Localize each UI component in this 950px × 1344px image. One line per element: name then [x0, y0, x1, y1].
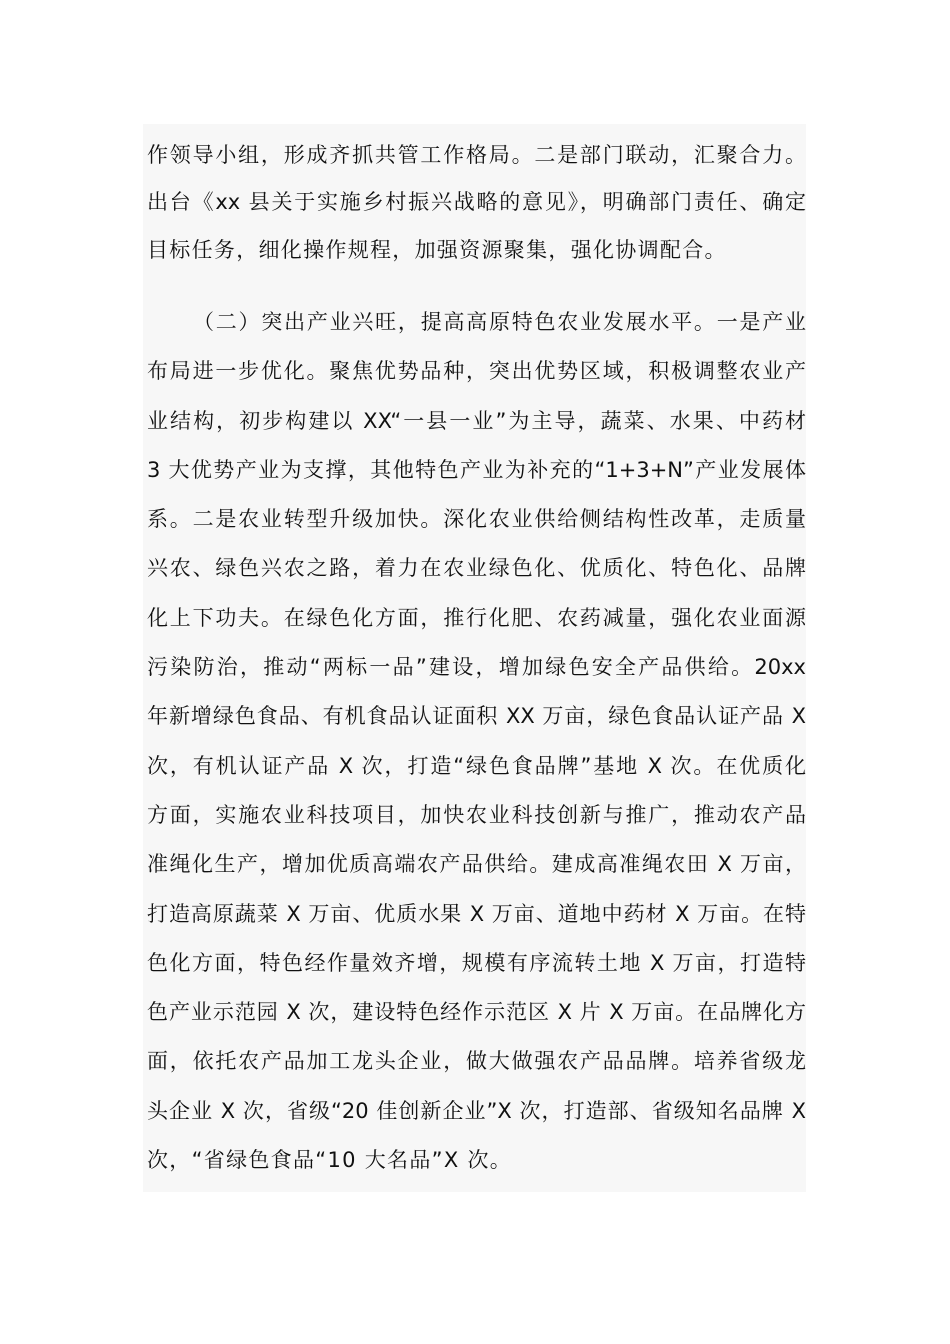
paragraph-line: 准绳化生产，增加优质高端农产品供给。建成高准绳农田 X 万亩， — [147, 852, 806, 876]
paragraph-line: 次，“省绿色食品“10 大名品”X 次。 — [147, 1148, 513, 1172]
paragraph-line: 打造高原蔬菜 X 万亩、优质水果 X 万亩、道地中药材 X 万亩。在特 — [147, 902, 806, 926]
paragraph-line: 布局进一步优化。聚焦优势品种，突出优势区域，积极调整农业产 — [147, 359, 806, 383]
paragraph-line: 色产业示范园 X 次，建设特色经作示范区 X 片 X 万亩。在品牌化方 — [147, 1000, 806, 1024]
paragraph-line: 作领导小组，形成齐抓共管工作格局。二是部门联动，汇聚合力。 — [147, 143, 806, 167]
paragraph-line: 业结构，初步构建以 XX“一县一业”为主导，蔬菜、水果、中药材 — [147, 409, 806, 433]
paragraph-line: 3 大优势产业为支撑，其他特色产业为补充的“1+3+N”产业发展体 — [147, 458, 806, 482]
paragraph-line: 面，依托农产品加工龙头企业，做大做强农产品品牌。培养省级龙 — [147, 1049, 806, 1073]
paragraph-line: 年新增绿色食品、有机食品认证面积 XX 万亩，绿色食品认证产品 X — [147, 704, 806, 728]
paragraph-line: 出台《xx 县关于实施乡村振兴战略的意见》，明确部门责任、确定 — [147, 190, 806, 214]
document-text-block — [143, 124, 806, 1192]
paragraph-line: 兴农、绿色兴农之路，着力在农业绿色化、优质化、特色化、品牌 — [147, 556, 806, 580]
paragraph-line: 污染防治，推动“两标一品”建设，增加绿色安全产品供给。20xx — [147, 655, 806, 679]
paragraph-line: 色化方面，特色经作量效齐增，规模有序流转土地 X 万亩，打造特 — [147, 951, 806, 975]
paragraph-line: 目标任务，细化操作规程，加强资源聚集，强化协调配合。 — [147, 238, 727, 262]
paragraph-line: 头企业 X 次，省级“20 佳创新企业”X 次，打造部、省级知名品牌 X — [147, 1099, 806, 1123]
paragraph-line: 方面，实施农业科技项目，加快农业科技创新与推广，推动农产品 — [147, 803, 806, 827]
paragraph-line: 次，有机认证产品 X 次，打造“绿色食品牌”基地 X 次。在优质化 — [147, 754, 806, 778]
paragraph-line: 系。二是农业转型升级加快。深化农业供给侧结构性改革，走质量 — [147, 507, 806, 531]
paragraph-line: 化上下功夫。在绿色化方面，推行化肥、农药减量，强化农业面源 — [147, 606, 806, 630]
section-heading-line: （二）突出产业兴旺，提高高原特色农业发展水平。一是产业 — [193, 310, 806, 334]
